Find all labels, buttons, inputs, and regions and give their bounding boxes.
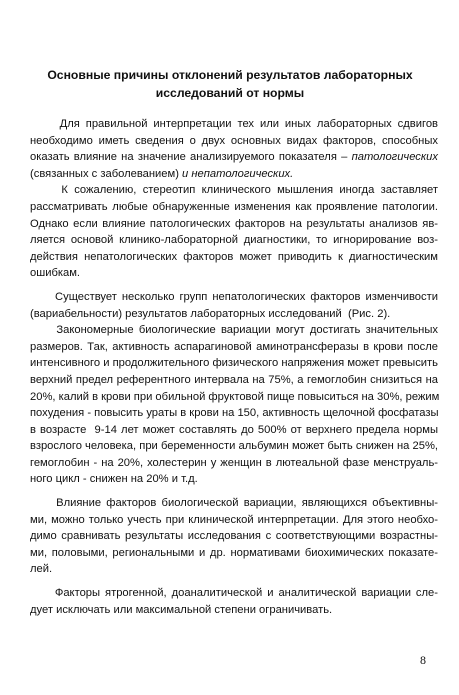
page-number: 8 [420,653,426,667]
text-line: Существует несколько групп непатологических факторов изменчивости [30,290,438,303]
text-line: в возрасте 9-14 лет может составлять до 500% от верхнего предела нормы [30,423,438,436]
text-line: ми, можно только учесть при клинической интерпретации. Для этого необхо- [30,513,438,526]
paragraph [30,182,438,282]
text-line: Влияние факторов биологической вариации, являющихся объективны- [30,497,438,510]
text-line: действия непатологических факторов может приводить к диагностическим [30,250,438,263]
text-line: (вариабельности) результатов лабораторных исследований (Рис. 2). [30,307,391,320]
text-line: 20%, калий в крови при обильной фруктовой пище повыситься на 30%, режим [30,390,440,403]
text-line: верхний предел референтного интервала на 75%, а гемоглобин снизиться на [30,373,438,386]
body-text [30,116,438,618]
title-line: Основные причины отклонений результатов лабораторных [47,68,413,82]
text-line: гемоглобин - на 20%, холестерин у женщин в лютеальной фазе менструаль- [30,456,438,469]
paragraph [30,322,438,488]
text-line: рассматривать любые обнаруженные изменения как проявление патологии. [30,200,438,213]
text-line: размеров. Так, активность аспарагиновой аминотрансферазы в крови после [30,340,438,353]
text-line: (связанных с заболеванием) и непатологических. [30,167,294,180]
paragraph [30,495,438,578]
text-line: К сожалению, стереотип клинического мышления иногда заставляет [30,184,438,197]
text-line: дует исключать или максимальной степени ограничивать. [30,603,333,616]
text-line: интенсивного и продолжительного физического напряжения может превысить [30,357,438,370]
text-line: ошибкам. [30,267,81,280]
paragraph [30,289,438,322]
paragraph-gap [30,578,438,585]
text-line: Закономерные биологические вариации могут достигать значительных [30,324,438,337]
paragraph-gap [30,488,438,495]
page-title [40,66,420,102]
text-line: похудения - повысить ураты в крови на 150, активность щелочной фосфатазы [30,407,439,420]
text-line: необходимо иметь сведения о двух основных видах факторов, способных [30,134,438,147]
paragraph [30,585,438,618]
text-line: Однако если влияние патологических факторов на результаты анализов яв- [30,217,438,230]
text-line: димо сравнивать результаты исследования с соответствующими возрастны- [30,530,438,543]
text-line: Факторы ятрогенной, доаналитической и аналитической вариации сле- [30,587,438,600]
text-line: оказать влияние на значение анализируемого показателя – патологических [30,151,438,164]
text-line: взрослого человека, при беременности альбумин может быть снижен на 25%, [30,440,438,453]
paragraph-gap [30,282,438,289]
paragraph [30,116,438,182]
text-line: ного цикл - снижен на 20% и т.д. [30,473,198,486]
title-line: исследований от нормы [155,86,305,100]
text-line: ляется основой клинико-лабораторной диагностики, то игнорирование воз- [30,234,438,247]
text-line: лей. [30,563,53,576]
text-line: Для правильной интерпретации тех или иных лабораторных сдвигов [30,118,438,130]
text-line: ми, половыми, региональными и др. нормативами биохимических показате- [30,546,438,559]
